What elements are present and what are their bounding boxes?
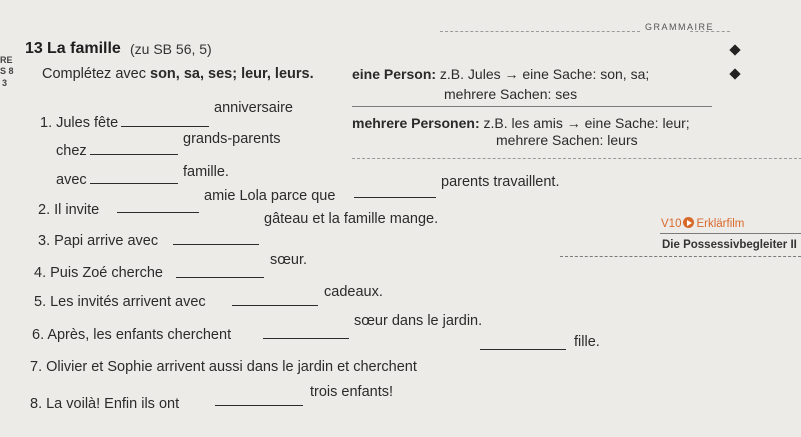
sentence-6-start: 6. Après, les enfants cherchent	[32, 327, 232, 343]
grammar-topic: Die Possessivbegleiter II	[662, 239, 797, 251]
grammar-divider	[352, 106, 712, 107]
sentence-1b-end: grands-parents	[183, 131, 281, 147]
sentence-1b-start: chez	[56, 143, 87, 159]
answer-blank-6[interactable]	[173, 244, 259, 245]
exercise-instruction	[42, 66, 314, 82]
video-underline	[660, 233, 801, 234]
sentence-2-middle: amie Lola parce que	[204, 188, 336, 204]
answer-blank-7[interactable]	[176, 277, 264, 278]
sentence-4-end: sœur.	[270, 252, 308, 268]
grammar-box-bottom-border	[352, 158, 801, 159]
answer-blank-9[interactable]	[263, 338, 349, 339]
margin-marker: 3	[2, 78, 8, 88]
video-link[interactable]	[661, 217, 744, 230]
video-label: Erklärfilm	[696, 218, 745, 230]
many-persons-example: z.B. les amis → eine Sache: leur;	[483, 115, 690, 131]
sentence-1c-end: famille.	[183, 164, 229, 180]
grammar-box-top-border-right	[690, 31, 730, 32]
bullet-marker	[729, 68, 740, 79]
answer-blank-4[interactable]	[117, 212, 199, 213]
answer-blank-5[interactable]	[354, 197, 436, 198]
answer-blank-3[interactable]	[90, 183, 178, 184]
bullet-marker	[729, 44, 740, 55]
many-persons-label: mehrere Personen:	[352, 115, 480, 131]
answer-blank-10[interactable]	[480, 349, 566, 350]
one-person-example: z.B. Jules → eine Sache: son, sa;	[439, 66, 650, 82]
answer-blank-11[interactable]	[215, 405, 303, 406]
sentence-3-end: gâteau et la famille mange.	[264, 211, 439, 227]
grammar-header: GRAMMAIRE	[645, 22, 715, 32]
sentence-1-start: 1. Jules fête	[40, 115, 119, 131]
answer-blank-8[interactable]	[232, 305, 318, 306]
grammar-one-person	[352, 66, 649, 82]
topic-underline	[560, 256, 801, 257]
sentence-4-start: 4. Puis Zoé cherche	[34, 265, 163, 281]
video-code: V10	[661, 218, 682, 230]
sentence-7-start: 7. Olivier et Sophie arrivent aussi dans le jardin et cherchent	[30, 359, 417, 375]
sentence-2-end: parents travaillent.	[441, 174, 560, 190]
margin-marker: RE	[0, 55, 13, 65]
grammar-many-persons	[352, 115, 690, 131]
exercise-reference: (zu SB 56, 5)	[130, 41, 212, 57]
exercise-number: 13	[25, 40, 43, 57]
grammar-box-top-border	[440, 31, 640, 32]
sentence-1-end: anniversaire	[214, 100, 293, 116]
play-icon	[683, 217, 694, 228]
instruction-prefix: Complétez avec	[42, 66, 150, 82]
sentence-5-end: cadeaux.	[324, 284, 383, 300]
sentence-5-start: 5. Les invités arrivent avec	[34, 294, 206, 310]
sentence-2-start: 2. Il invite	[38, 202, 100, 218]
grammar-one-person-more: mehrere Sachen: ses	[444, 86, 578, 102]
sentence-1c-start: avec	[56, 172, 87, 188]
sentence-8-start: 8. La voilà! Enfin ils ont	[30, 396, 180, 412]
sentence-8-end: trois enfants!	[310, 384, 394, 400]
sentence-7-end: fille.	[574, 334, 600, 350]
one-person-label: eine Person:	[352, 66, 437, 82]
exercise-title: La famille	[47, 40, 121, 57]
sentence-6-end: sœur dans le jardin.	[354, 313, 483, 329]
answer-blank-1[interactable]	[121, 126, 209, 127]
grammar-many-persons-more: mehrere Sachen: leurs	[496, 132, 638, 148]
instruction-words: son, sa, ses; leur, leurs.	[150, 66, 314, 82]
sentence-3-start: 3. Papi arrive avec	[38, 233, 159, 249]
answer-blank-2[interactable]	[90, 154, 178, 155]
margin-marker: S 8	[0, 66, 14, 76]
